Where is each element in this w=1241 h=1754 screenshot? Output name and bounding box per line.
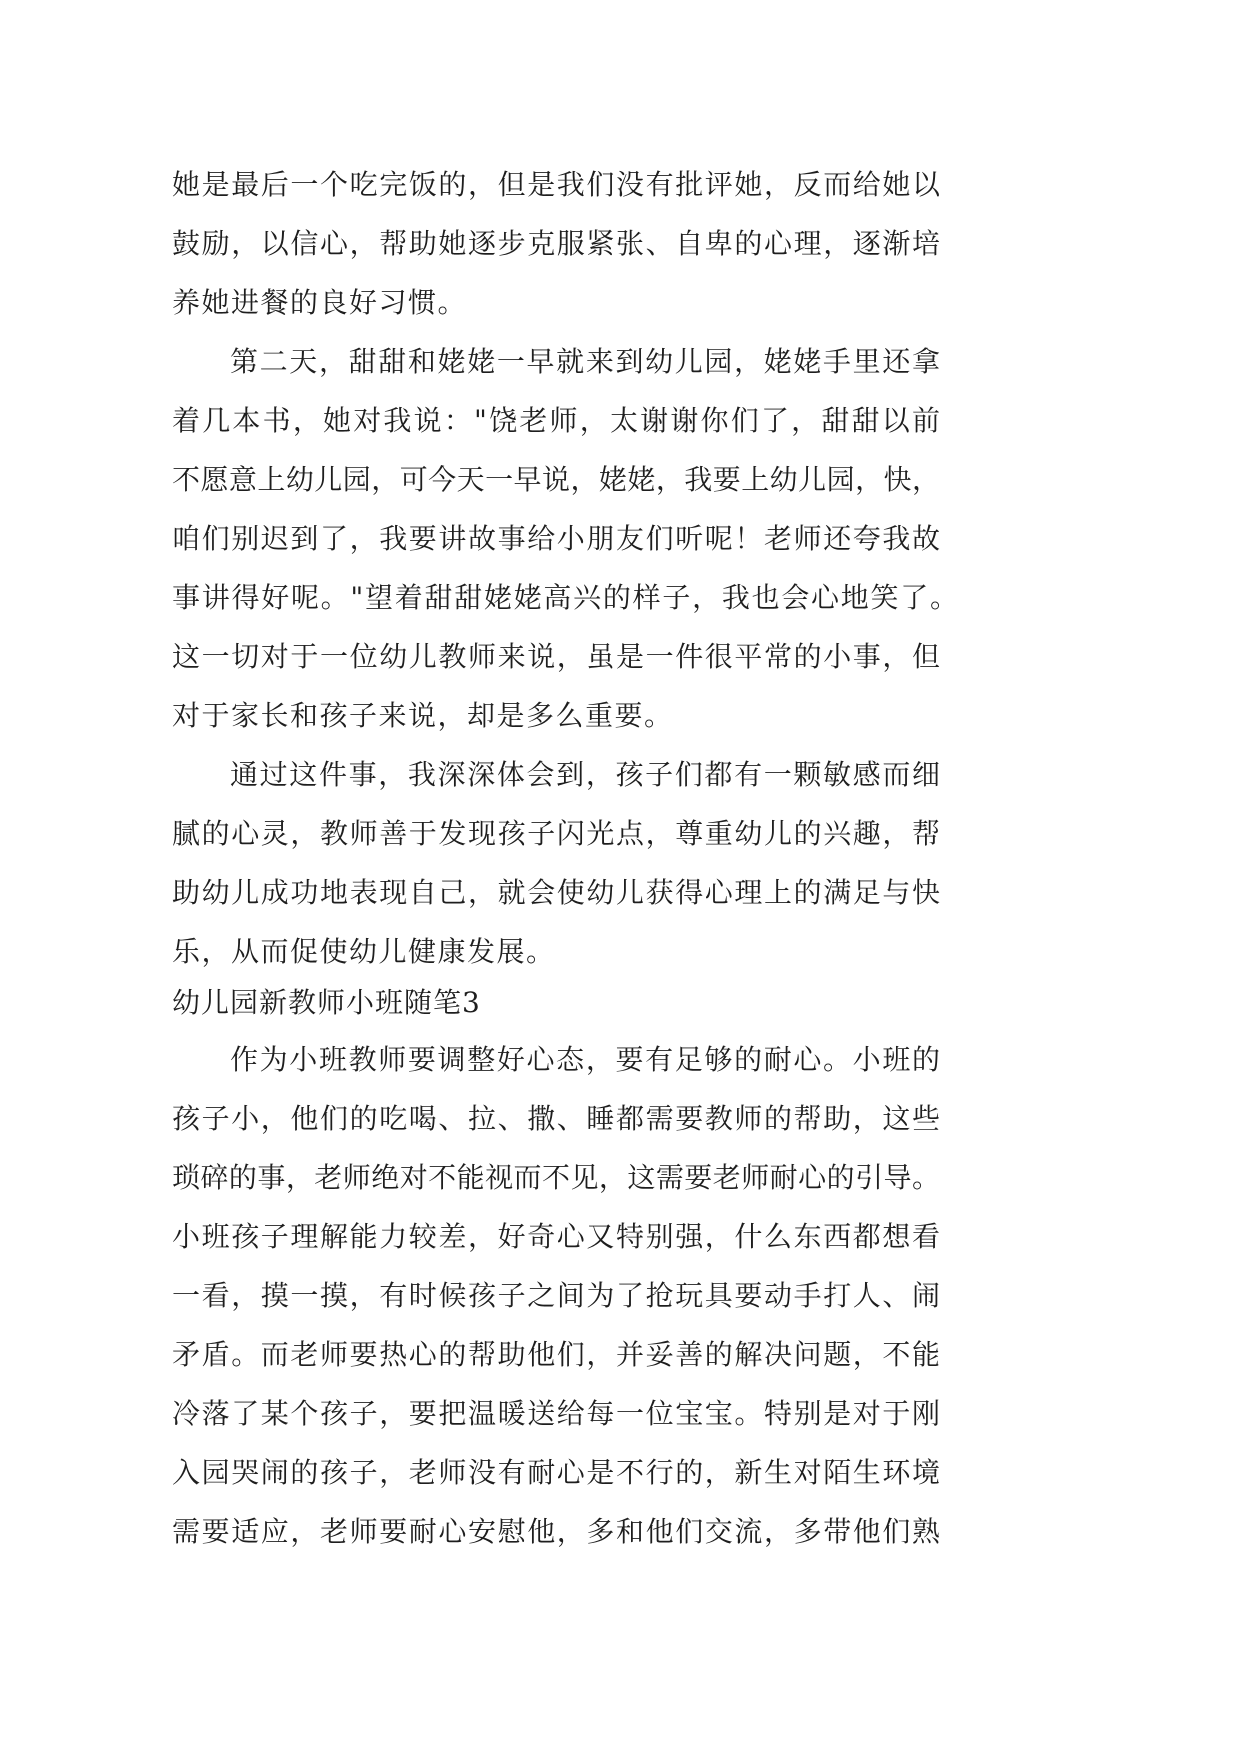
text-line: 小班孩子理解能力较差，好奇心又特别强，什么东西都想看 (172, 1220, 940, 1253)
section-title: 幼儿园新教师小班随笔3 (172, 986, 481, 1019)
paragraph (172, 155, 940, 332)
text-line: 对于家长和孩子来说，却是多么重要。 (172, 699, 674, 732)
text-line: 入园哭闹的孩子，老师没有耐心是不行的，新生对陌生环境 (172, 1456, 940, 1489)
text-line: 作为小班教师要调整好心态，要有足够的耐心。小班的 (230, 1043, 940, 1076)
text-line: 孩子小，他们的吃喝、拉、撒、睡都需要教师的帮助，这些 (172, 1102, 940, 1135)
text-line: 助幼儿成功地表现自己，就会使幼儿获得心理上的满足与快 (172, 876, 940, 909)
text-line: 腻的心灵，教师善于发现孩子闪光点，尊重幼儿的兴趣，帮 (172, 817, 940, 850)
paragraph (172, 745, 940, 981)
paragraph (172, 332, 958, 745)
text-line: 通过这件事，我深深体会到，孩子们都有一颗敏感而细 (230, 758, 940, 791)
text-line: 咱们别迟到了，我要讲故事给小朋友们听呢！老师还夸我故 (172, 522, 940, 555)
text-line: 乐，从而促使幼儿健康发展。 (172, 935, 556, 968)
text-line: 一看，摸一摸，有时候孩子之间为了抢玩具要动手打人、闹 (172, 1279, 940, 1312)
text-line: 琐碎的事，老师绝对不能视而不见，这需要老师耐心的引导。 (172, 1161, 940, 1194)
text-line: 养她进餐的良好习惯。 (172, 286, 468, 319)
text-line: 她是最后一个吃完饭的，但是我们没有批评她，反而给她以 (172, 168, 940, 201)
text-line: 不愿意上幼儿园，可今天一早说，姥姥，我要上幼儿园，快， (172, 463, 940, 496)
text-line: 事讲得好呢。"望着甜甜姥姥高兴的样子，我也会心地笑了。 (172, 581, 958, 614)
paragraph (172, 1030, 940, 1561)
document-body (172, 155, 958, 1561)
text-line: 着几本书，她对我说："饶老师，太谢谢你们了，甜甜以前 (172, 404, 940, 437)
text-line: 需要适应，老师要耐心安慰他，多和他们交流，多带他们熟 (172, 1515, 940, 1548)
text-line: 鼓励，以信心，帮助她逐步克服紧张、自卑的心理，逐渐培 (172, 227, 940, 260)
text-line: 矛盾。而老师要热心的帮助他们，并妥善的解决问题，不能 (172, 1338, 940, 1371)
text-line: 这一切对于一位幼儿教师来说，虽是一件很平常的小事，但 (172, 640, 940, 673)
text-line: 第二天，甜甜和姥姥一早就来到幼儿园，姥姥手里还拿 (230, 345, 940, 378)
text-line: 冷落了某个孩子，要把温暖送给每一位宝宝。特别是对于刚 (172, 1397, 940, 1430)
